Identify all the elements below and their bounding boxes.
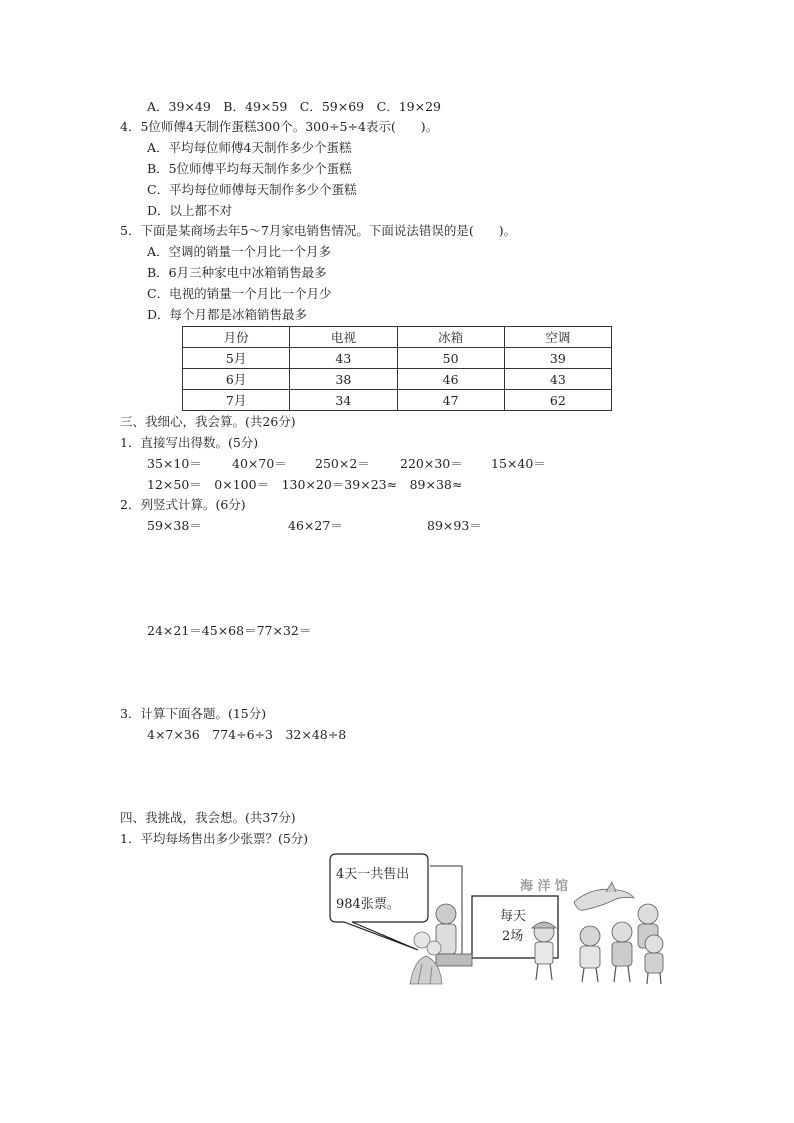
table-cell: 43 (504, 369, 611, 390)
sign-line-1: 每天 (500, 909, 527, 924)
table-cell: 46 (397, 369, 504, 390)
table-cell: 62 (504, 390, 611, 411)
mental-math-item: 15×40＝ (491, 456, 546, 471)
table-cell: 50 (397, 348, 504, 369)
bubble-line-1: 4天一共售出 (336, 867, 410, 882)
section3-p3-label: 3．计算下面各题。(15分) (120, 706, 267, 721)
q4-option-c: C．平均每位师傅每天制作多少个蛋糕 (147, 182, 357, 197)
section3-p1-label: 1．直接写出得数。(5分) (120, 435, 259, 450)
table-row (183, 348, 612, 369)
bubble-line-2: 984张票。 (336, 897, 400, 912)
table-cell: 38 (290, 369, 397, 390)
table-cell: 47 (397, 390, 504, 411)
vertical-calc-item: 59×38＝ (147, 518, 202, 533)
table-cell: 6月 (183, 369, 290, 390)
q5-option-c: C．电视的销量一个月比一个月少 (147, 286, 332, 301)
vertical-calc-item: 89×93＝ (427, 518, 482, 533)
sign-line-2: 2场 (502, 929, 524, 944)
table-row (183, 369, 612, 390)
section3-p2-label: 2．列竖式计算。(6分) (120, 497, 246, 512)
table-header-cell: 冰箱 (397, 327, 504, 348)
sales-table (182, 326, 612, 411)
table-cell: 5月 (183, 348, 290, 369)
vertical-calc-row-2: 24×21＝45×68＝77×32＝ (147, 623, 312, 638)
table-row (183, 390, 612, 411)
section4-title: 四、我挑战，我会想。(共37分) (120, 810, 296, 825)
mental-math-item: 250×2＝ (315, 456, 370, 471)
mental-math-row-1 (147, 456, 567, 472)
vertical-calc-item: 46×27＝ (288, 518, 343, 533)
q5-option-d: D．每个月都是冰箱销售最多 (147, 307, 308, 322)
kids-group-figure (580, 904, 663, 984)
section3-title: 三、我细心，我会算。(共26分) (120, 414, 296, 429)
table-header-cell: 空调 (504, 327, 611, 348)
q4-option-b: B．5位师傅平均每天制作多少个蛋糕 (147, 161, 352, 176)
section4-p1-label: 1．平均每场售出多少张票？(5分) (120, 831, 309, 846)
q4-option-a: A．平均每位师傅4天制作多少个蛋糕 (147, 140, 352, 155)
child-figure (532, 922, 556, 980)
table-cell: 7月 (183, 390, 290, 411)
ticket-seller-figure (436, 904, 472, 966)
mental-math-item: 220×30＝ (400, 456, 463, 471)
q4-stem: 4．5位师傅4天制作蛋糕300个。300÷5÷4表示( )。 (120, 119, 439, 134)
table-cell: 43 (290, 348, 397, 369)
compute-row: 4×7×36 774÷6÷3 32×48÷8 (147, 727, 347, 742)
q5-option-a: A．空调的销量一个月比一个月多 (147, 244, 332, 259)
aquarium-illustration (322, 852, 672, 987)
q5-stem: 5．下面是某商场去年5～7月家电销售情况。下面说法错误的是( )。 (120, 223, 517, 238)
speech-bubble (330, 854, 428, 950)
q5-option-b: B．6月三种家电中冰箱销售最多 (147, 265, 327, 280)
vertical-calc-row-1 (147, 518, 507, 534)
dolphin-icon (574, 882, 634, 910)
mental-math-item: 40×70＝ (232, 456, 287, 471)
table-cell: 39 (504, 348, 611, 369)
q3-options: A．39×49 B．49×59 C．59×69 C．19×29 (147, 99, 441, 114)
banner-text: 海 洋 馆 (520, 879, 569, 894)
q4-option-d: D．以上都不对 (147, 203, 233, 218)
mental-math-row-2: 12×50＝ 0×100＝ 130×20＝39×23≈ 89×38≈ (147, 477, 463, 492)
table-cell: 34 (290, 390, 397, 411)
table-header-row (183, 327, 612, 348)
mental-math-item: 35×10＝ (147, 456, 202, 471)
table-header-cell: 电视 (290, 327, 397, 348)
table-header-cell: 月份 (183, 327, 290, 348)
